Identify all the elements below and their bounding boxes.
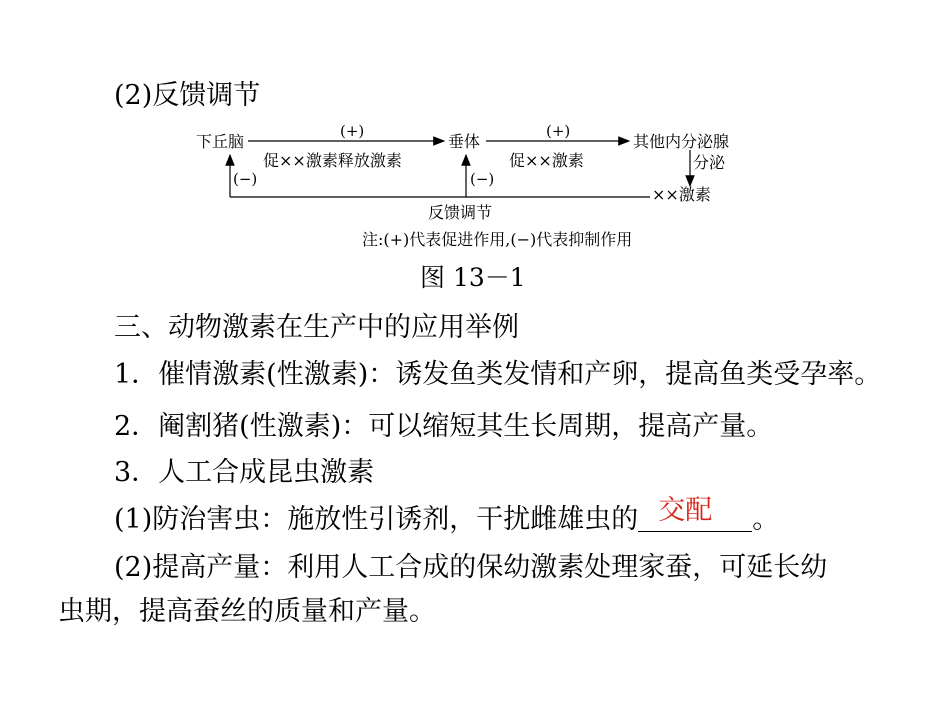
label-tropic-hormone: 促××激素	[509, 151, 584, 170]
label-releasing-hormone: 促××激素释放激素	[263, 151, 402, 170]
node-hypothalamus: 下丘脑	[196, 132, 245, 151]
answer-text: 交配	[658, 495, 713, 526]
label-minus-2: (−)	[470, 170, 495, 188]
item-3-1-suffix: 。	[752, 504, 780, 535]
item-3-1-prefix: (1)防治害虫：施放性引诱剂，干扰雌雄虫的	[114, 504, 639, 535]
list-item-2: 2．阉割猪(性激素)：可以缩短其生长周期，提高产量。	[114, 411, 774, 442]
list-item-3-2-line2: 虫期，提高蚕丝的质量和产量。	[58, 596, 436, 627]
figure-caption: 图 13－1	[420, 263, 526, 292]
label-plus-2: (+)	[546, 122, 571, 140]
node-other-gland: 其他内分泌腺	[633, 132, 730, 151]
node-hormone: ××激素	[652, 185, 711, 204]
list-item-3: 3．人工合成昆虫激素	[114, 457, 375, 488]
list-item-3-1	[114, 495, 780, 538]
node-pituitary: 垂体	[448, 132, 481, 151]
section-heading: (2)反馈调节	[114, 80, 261, 111]
section-3-heading: 三、动物激素在生产中的应用举例	[114, 312, 519, 343]
answer-blank	[638, 495, 752, 532]
label-plus-1: (+)	[340, 122, 365, 140]
list-item-3-2-line1: (2)提高产量：利用人工合成的保幼激素处理家蚕，可延长幼	[114, 552, 828, 583]
list-item-1: 1．催情激素(性激素)：诱发鱼类发情和产卵，提高鱼类受孕率。	[114, 359, 882, 390]
diagram-note: 注:(+)代表促进作用,(−)代表抑制作用	[362, 230, 633, 249]
label-minus-1: (−)	[233, 170, 258, 188]
label-feedback: 反馈调节	[428, 203, 493, 222]
node-secrete: 分泌	[693, 153, 726, 172]
